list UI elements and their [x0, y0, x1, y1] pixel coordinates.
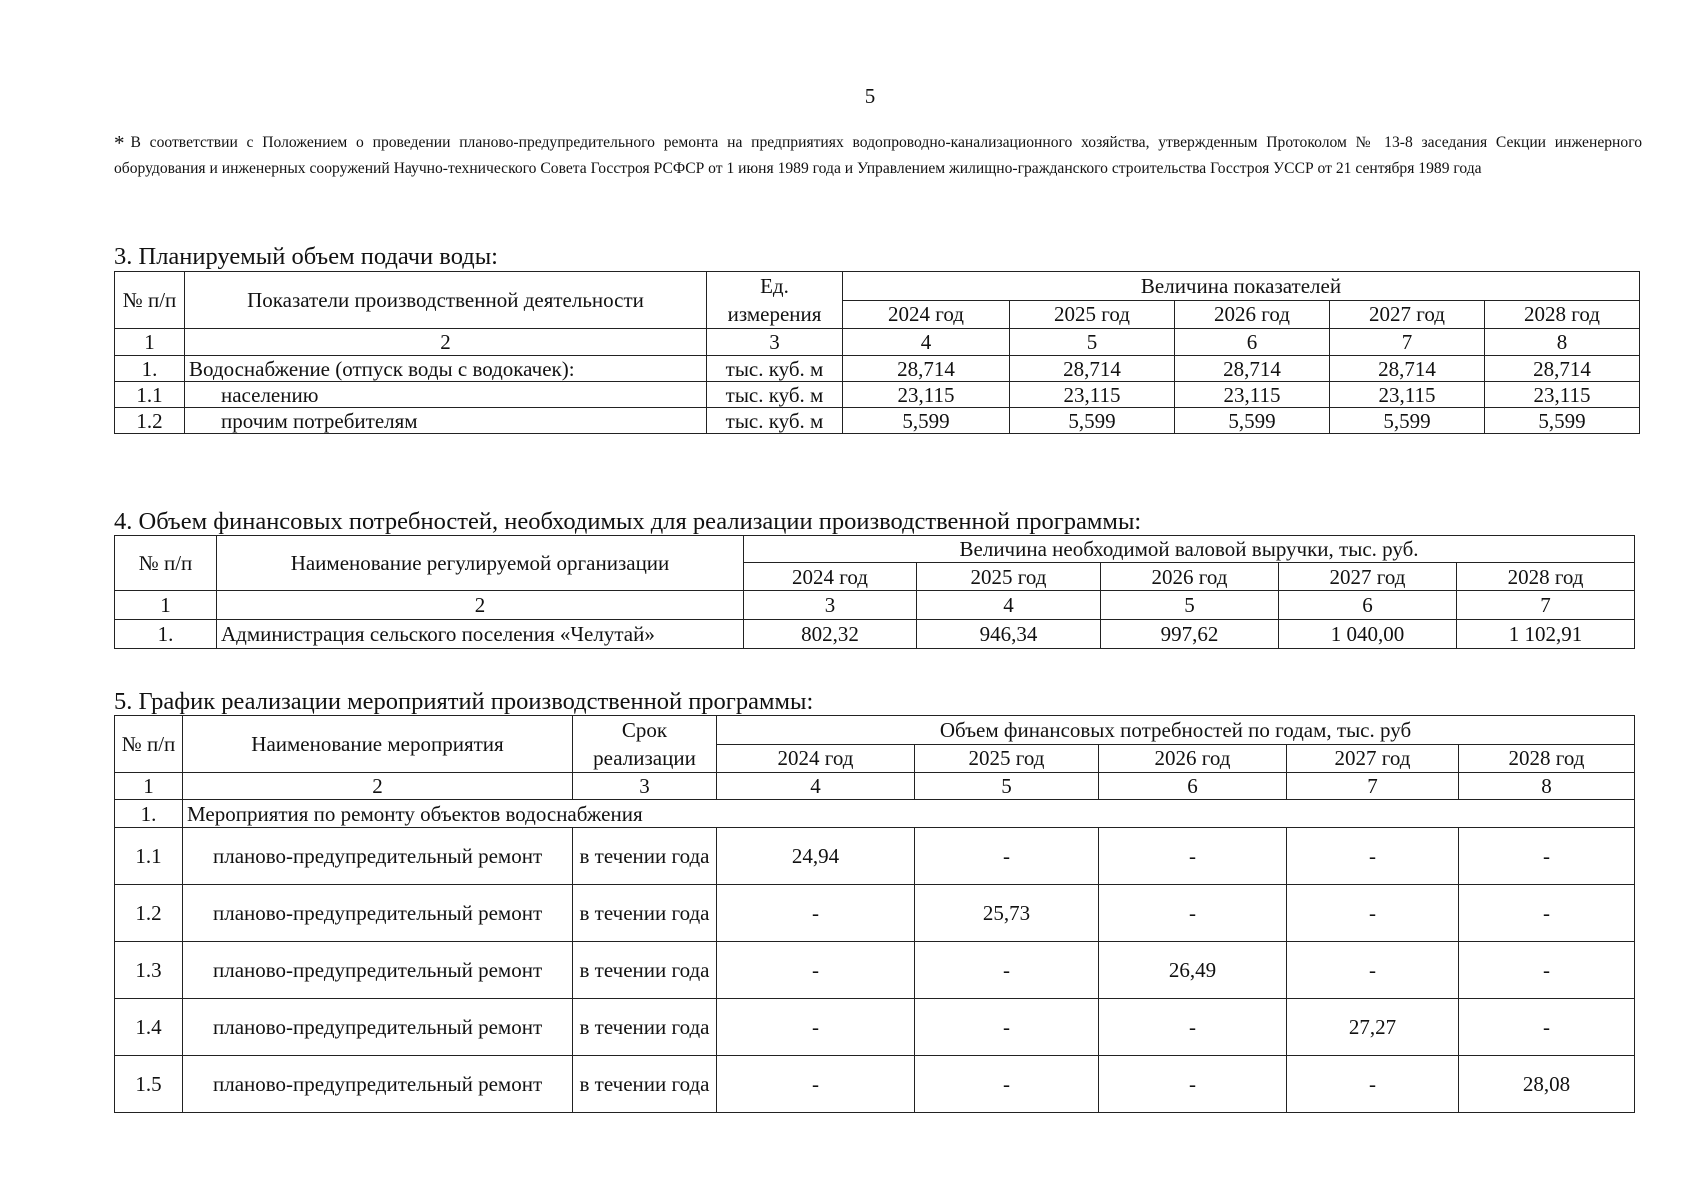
- row-value: -: [717, 999, 915, 1056]
- table-row: [115, 885, 1635, 942]
- header-num: № п/п: [115, 536, 217, 591]
- row-value: -: [915, 828, 1099, 885]
- index-cell: 7: [1457, 591, 1635, 620]
- row-value: 5,599: [1010, 408, 1175, 434]
- row-num: 1.4: [115, 999, 183, 1056]
- row-name: Водоснабжение (отпуск воды с водокачек):: [185, 356, 707, 382]
- row-num: 1.1: [115, 828, 183, 885]
- row-value: -: [1459, 942, 1635, 999]
- header-group: Величина необходимой валовой выручки, тыс. руб.: [744, 536, 1635, 563]
- header-year: 2026 год: [1101, 563, 1279, 591]
- header-year: 2025 год: [1010, 300, 1175, 329]
- row-value: -: [717, 1056, 915, 1113]
- row-value: 5,599: [1175, 408, 1330, 434]
- row-name: планово-предупредительный ремонт: [183, 1056, 573, 1113]
- row-num: 1.5: [115, 1056, 183, 1113]
- row-value: -: [1287, 885, 1459, 942]
- row-value: -: [1287, 942, 1459, 999]
- index-cell: 1: [115, 329, 185, 356]
- schedule-table: [114, 715, 1635, 1113]
- row-name: планово-предупредительный ремонт: [183, 828, 573, 885]
- row-value: 23,115: [843, 382, 1010, 408]
- row-unit: тыс. куб. м: [707, 408, 843, 434]
- row-value: 27,27: [1287, 999, 1459, 1056]
- row-value: -: [717, 942, 915, 999]
- index-cell: 2: [185, 329, 707, 356]
- header-year: 2028 год: [1459, 744, 1635, 773]
- header-num: № п/п: [115, 716, 183, 773]
- row-num: 1.1: [115, 382, 185, 408]
- header-group: Объем финансовых потребностей по годам, тыс. руб: [717, 716, 1635, 745]
- index-cell: 1: [115, 591, 217, 620]
- row-value: -: [1459, 999, 1635, 1056]
- table-row: [115, 828, 1635, 885]
- water-supply-table: [114, 271, 1640, 434]
- index-row: [115, 773, 1635, 800]
- row-value: 28,08: [1459, 1056, 1635, 1113]
- header-year: 2028 год: [1485, 300, 1640, 329]
- header-name: Наименование мероприятия: [183, 716, 573, 773]
- row-value: 5,599: [843, 408, 1010, 434]
- header-indicator: Показатели производственной деятельности: [185, 272, 707, 329]
- table-row: [115, 942, 1635, 999]
- index-cell: 3: [744, 591, 917, 620]
- row-num: 1.3: [115, 942, 183, 999]
- table-row: [115, 999, 1635, 1056]
- header-year: 2025 год: [917, 563, 1101, 591]
- index-cell: 6: [1279, 591, 1457, 620]
- row-value: 28,714: [1330, 356, 1485, 382]
- header-year: 2024 год: [717, 744, 915, 773]
- group-name: Мероприятия по ремонту объектов водоснабжения: [183, 800, 1635, 828]
- row-name: населению: [185, 382, 707, 408]
- group-row: [115, 800, 1635, 828]
- section5-title: 5. График реализации мероприятий производственной программы:: [114, 688, 814, 715]
- row-value: -: [717, 885, 915, 942]
- row-name: планово-предупредительный ремонт: [183, 942, 573, 999]
- index-cell: 8: [1459, 773, 1635, 800]
- row-name: планово-предупредительный ремонт: [183, 999, 573, 1056]
- row-value: -: [1099, 828, 1287, 885]
- row-value: 28,714: [843, 356, 1010, 382]
- footnote-asterisk: *: [114, 131, 125, 155]
- index-cell: 7: [1330, 329, 1485, 356]
- index-cell: 8: [1485, 329, 1640, 356]
- row-value: 5,599: [1330, 408, 1485, 434]
- row-value: -: [1287, 828, 1459, 885]
- footnote-text: В соответствии с Положением о проведении планово-предупредительного ремонта на предприятиях водопроводно-канализационного хозяйства, утвержденным Протоколом № 13-8 заседания Секции инженерного оборудования и инженерных сооружений Научно-технического Совета Госстроя РСФСР от 1 июня 1989 года и Управлением жилищно-гражданского строительства Госстроя УССР от 21 сентября 1989 года: [114, 134, 1642, 177]
- row-unit: тыс. куб. м: [707, 356, 843, 382]
- row-value: -: [1099, 885, 1287, 942]
- row-term: в течении года: [573, 885, 717, 942]
- header-year: 2024 год: [843, 300, 1010, 329]
- section4-title: 4. Объем финансовых потребностей, необходимых для реализации производственной программы:: [114, 508, 1142, 535]
- row-value: 23,115: [1175, 382, 1330, 408]
- index-cell: 1: [115, 773, 183, 800]
- index-row: [115, 591, 1635, 620]
- row-term: в течении года: [573, 828, 717, 885]
- row-value: 802,32: [744, 620, 917, 649]
- index-cell: 2: [183, 773, 573, 800]
- index-cell: 3: [573, 773, 717, 800]
- row-term: в течении года: [573, 1056, 717, 1113]
- row-num: 1.: [115, 356, 185, 382]
- page-number: 5: [864, 84, 876, 108]
- financial-needs-table: [114, 535, 1635, 649]
- row-value: -: [915, 942, 1099, 999]
- header-year: 2027 год: [1330, 300, 1485, 329]
- table-row: [115, 382, 1640, 408]
- table-row: [115, 356, 1640, 382]
- index-cell: 7: [1287, 773, 1459, 800]
- index-cell: 6: [1099, 773, 1287, 800]
- header-group: Величина показателей: [843, 272, 1640, 301]
- row-value: 1 040,00: [1279, 620, 1457, 649]
- row-num: 1.2: [115, 885, 183, 942]
- header-year: 2028 год: [1457, 563, 1635, 591]
- group-num: 1.: [115, 800, 183, 828]
- row-value: 25,73: [915, 885, 1099, 942]
- row-value: -: [1287, 1056, 1459, 1113]
- row-term: в течении года: [573, 942, 717, 999]
- header-org: Наименование регулируемой организации: [217, 536, 744, 591]
- table-row: [115, 1056, 1635, 1113]
- header-year: 2026 год: [1175, 300, 1330, 329]
- index-cell: 4: [843, 329, 1010, 356]
- row-num: 1.: [115, 620, 217, 649]
- table-row: [115, 408, 1640, 434]
- row-value: 24,94: [717, 828, 915, 885]
- row-unit: тыс. куб. м: [707, 382, 843, 408]
- index-cell: 2: [217, 591, 744, 620]
- header-unit: Ед. измерения: [707, 272, 843, 329]
- header-year: 2024 год: [744, 563, 917, 591]
- header-term: Срок реализации: [573, 716, 717, 773]
- row-value: 946,34: [917, 620, 1101, 649]
- row-num: 1.2: [115, 408, 185, 434]
- index-cell: 4: [717, 773, 915, 800]
- section3-title: 3. Планируемый объем подачи воды:: [114, 243, 498, 270]
- header-year: 2027 год: [1279, 563, 1457, 591]
- index-cell: 6: [1175, 329, 1330, 356]
- row-name: прочим потребителям: [185, 408, 707, 434]
- row-value: -: [1099, 1056, 1287, 1113]
- row-value: 5,599: [1485, 408, 1640, 434]
- row-value: 997,62: [1101, 620, 1279, 649]
- footnote: [114, 130, 1642, 181]
- row-value: -: [1099, 999, 1287, 1056]
- row-value: 28,714: [1175, 356, 1330, 382]
- row-value: 28,714: [1010, 356, 1175, 382]
- row-value: 28,714: [1485, 356, 1640, 382]
- index-cell: 5: [1101, 591, 1279, 620]
- index-cell: 5: [915, 773, 1099, 800]
- index-row: [115, 329, 1640, 356]
- row-value: 26,49: [1099, 942, 1287, 999]
- header-year: 2027 год: [1287, 744, 1459, 773]
- header-year: 2026 год: [1099, 744, 1287, 773]
- table-row: [115, 620, 1635, 649]
- row-value: -: [1459, 828, 1635, 885]
- row-value: 1 102,91: [1457, 620, 1635, 649]
- index-cell: 4: [917, 591, 1101, 620]
- row-value: -: [1459, 885, 1635, 942]
- row-name: Администрация сельского поселения «Челутай»: [217, 620, 744, 649]
- row-name: планово-предупредительный ремонт: [183, 885, 573, 942]
- header-num: № п/п: [115, 272, 185, 329]
- row-term: в течении года: [573, 999, 717, 1056]
- row-value: -: [915, 1056, 1099, 1113]
- index-cell: 3: [707, 329, 843, 356]
- row-value: -: [915, 999, 1099, 1056]
- index-cell: 5: [1010, 329, 1175, 356]
- row-value: 23,115: [1330, 382, 1485, 408]
- header-year: 2025 год: [915, 744, 1099, 773]
- row-value: 23,115: [1010, 382, 1175, 408]
- row-value: 23,115: [1485, 382, 1640, 408]
